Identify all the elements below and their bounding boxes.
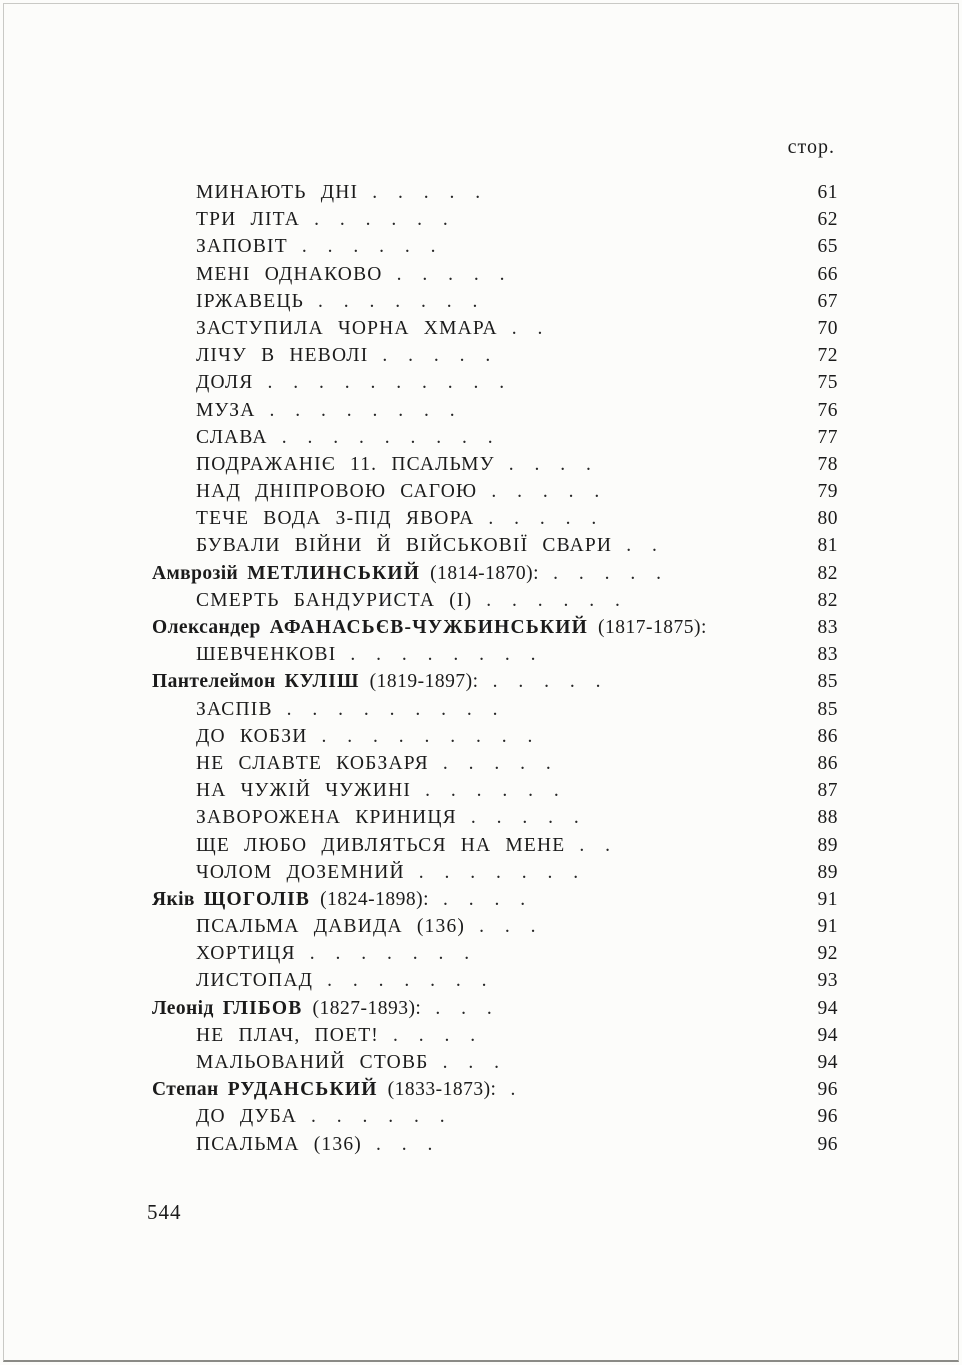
column-header-page-label: стор. — [787, 136, 835, 158]
toc-entry — [152, 454, 838, 481]
toc-list — [152, 182, 838, 1161]
entry-page-number: 94 — [817, 1052, 838, 1073]
author-surname: МЕТЛИНСЬКИЙ — [247, 562, 421, 584]
leader-dots: . . . . — [508, 453, 591, 475]
entry-title: ПОДРАЖАНІЄ 11. ПСАЛЬМУ — [196, 453, 495, 475]
leader-dots: . . — [579, 834, 611, 856]
leader-dots: . . . . . . — [486, 589, 620, 611]
entry-page-number: 86 — [817, 752, 838, 774]
entry-title: БУВАЛИ ВІЙНИ Й ВІЙСЬКОВІЇ СВАРИ — [196, 535, 613, 557]
leader-dots: . . . . . . . . — [269, 399, 455, 421]
entry-page-number: 91 — [817, 888, 838, 910]
author-years: (1819-1897): — [369, 671, 479, 693]
entry-page-number: 92 — [817, 943, 838, 965]
leader-dots: . . . — [435, 997, 492, 1019]
toc-entry — [152, 590, 838, 617]
toc-entry — [152, 318, 838, 345]
book-page-number: 544 — [147, 1200, 182, 1224]
author-surname: ГЛІБОВ — [222, 997, 303, 1019]
leader-dots: . . . . . . . . — [350, 644, 536, 666]
leader-dots: . . — [626, 535, 657, 557]
author-years: (1817-1875): — [597, 617, 707, 638]
entry-title: МУЗА — [196, 399, 256, 421]
toc-entry — [152, 753, 838, 780]
leader-dots: . . . . . . . — [318, 290, 478, 312]
leader-dots: . . . . . . — [425, 780, 559, 802]
toc-entry — [152, 916, 838, 943]
leader-dots: . . . . . — [488, 508, 597, 530]
leader-dots: . — [510, 1079, 516, 1101]
entry-title: НЕ ПЛАЧ, ПОЕТ! — [196, 1024, 380, 1046]
toc-entry — [152, 427, 838, 454]
author-surname: ЩОГОЛІВ — [203, 888, 311, 910]
toc-entry — [152, 970, 838, 997]
entry-page-number: 72 — [817, 345, 838, 367]
toc-entry — [152, 1052, 838, 1079]
entry-page-number: 76 — [817, 399, 838, 421]
toc-entry — [152, 780, 838, 807]
entry-title: ЗАСТУПИЛА ЧОРНА ХМАРА — [196, 317, 498, 339]
toc-entry — [152, 345, 838, 372]
leader-dots: . . . . . — [442, 752, 551, 774]
leader-dots: . . . . . . . . . — [286, 698, 498, 720]
entry-title: НЕ СЛАВТЕ КОБЗАРЯ — [196, 752, 429, 774]
author-first-name: Амврозій — [152, 562, 239, 584]
leader-dots: . . . . . . — [314, 209, 448, 231]
entry-title: ЗАВОРОЖЕНА КРИНИЦЯ — [196, 807, 457, 829]
entry-page-number: 94 — [817, 1024, 838, 1046]
entry-page-number: 89 — [817, 834, 838, 856]
entry-page-number: 62 — [817, 209, 838, 231]
entry-author — [152, 1079, 496, 1101]
entry-title: ДО ДУБА — [196, 1106, 298, 1128]
entry-page-number: 93 — [817, 970, 838, 992]
leader-dots: . . . — [375, 1133, 433, 1155]
toc-entry — [152, 535, 838, 562]
entry-title: ТЕЧЕ ВОДА З-ПІД ЯВОРА — [196, 508, 475, 530]
author-years: (1814-1870): — [430, 562, 540, 584]
entry-title: ХОРТИЦЯ — [196, 943, 296, 965]
toc-entry — [152, 671, 838, 698]
entry-title: ПСАЛЬМА (136) — [196, 1133, 362, 1155]
entry-page-number: 61 — [817, 182, 838, 203]
toc-entry — [152, 862, 838, 889]
toc-entry — [152, 1079, 838, 1106]
entry-page-number: 85 — [817, 671, 838, 693]
entry-author — [152, 998, 421, 1020]
leader-dots: . . . . . . — [311, 1106, 445, 1128]
entry-page-number: 83 — [817, 644, 838, 666]
entry-page-number: 78 — [817, 453, 838, 475]
entry-page-number: 77 — [817, 426, 838, 448]
entry-page-number: 70 — [817, 317, 838, 339]
entry-title: СМЕРТЬ БАНДУРИСТА (І) — [196, 589, 473, 611]
entry-title: ЛИСТОПАД — [196, 970, 314, 992]
entry-author — [152, 671, 479, 693]
toc-entry — [152, 1106, 838, 1133]
leader-dots: . . . . . — [492, 671, 601, 693]
entry-author — [152, 889, 429, 911]
entry-page-number: 88 — [817, 807, 838, 829]
toc-entry — [152, 1134, 838, 1161]
toc-entry — [152, 889, 838, 916]
toc-entry — [152, 209, 838, 236]
toc-entry — [152, 807, 838, 834]
entry-page-number: 67 — [817, 290, 838, 312]
author-surname: РУДАНСЬКИЙ — [227, 1079, 378, 1101]
entry-page-number: 91 — [817, 916, 838, 938]
leader-dots: . . . . . — [470, 807, 579, 829]
entry-page-number: 80 — [817, 508, 838, 530]
entry-title: ПСАЛЬМА ДАВИДА (136) — [196, 916, 466, 938]
toc-entry — [152, 508, 838, 535]
toc-entry — [152, 998, 838, 1025]
leader-dots: . . . . . . . . . — [281, 426, 493, 448]
leader-dots: . . . . . . . . . . — [267, 372, 505, 394]
entry-page-number: 82 — [817, 562, 838, 584]
toc-entry — [152, 264, 838, 291]
entry-title: ЧОЛОМ ДОЗЕМНИЙ — [196, 861, 405, 883]
entry-page-number: 96 — [817, 1106, 838, 1128]
entry-page-number: 75 — [817, 372, 838, 394]
entry-title: МАЛЬОВАНИЙ СТОВБ — [196, 1052, 429, 1073]
author-first-name: Олександер — [152, 617, 261, 638]
toc-entry — [152, 182, 838, 209]
author-surname: АФАНАСЬЄВ-ЧУЖБИНСЬКИЙ — [269, 617, 588, 638]
entry-page-number: 65 — [817, 236, 838, 258]
entry-title: МИНАЮТЬ ДНІ — [196, 182, 359, 203]
toc-entry — [152, 400, 838, 427]
entry-author — [152, 563, 539, 585]
author-years: (1833-1873): — [387, 1079, 497, 1101]
entry-title: ІРЖАВЕЦЬ — [196, 290, 305, 312]
leader-dots: . . . . . . — [301, 236, 436, 258]
author-surname: КУЛІШ — [284, 671, 360, 693]
entry-page-number: 85 — [817, 698, 838, 720]
entry-author — [152, 617, 707, 639]
entry-page-number: 96 — [817, 1079, 838, 1101]
author-first-name: Пантелеймон — [152, 671, 276, 693]
leader-dots: . . . . — [393, 1024, 476, 1046]
leader-dots: . . — [511, 317, 543, 339]
entry-page-number: 94 — [817, 997, 838, 1019]
toc-entry — [152, 835, 838, 862]
author-first-name: Яків — [152, 888, 195, 910]
toc-entry — [152, 644, 838, 671]
entry-title: ШЕВЧЕНКОВІ — [196, 644, 337, 666]
entry-title: НАД ДНІПРОВОЮ САГОЮ — [196, 481, 478, 503]
entry-page-number: 89 — [817, 861, 838, 883]
leader-dots: . . . . . . . . . — [321, 725, 533, 747]
leader-dots: . . . . . — [553, 562, 661, 584]
author-first-name: Леонід — [152, 997, 214, 1019]
entry-page-number: 87 — [817, 780, 838, 802]
entry-page-number: 96 — [817, 1133, 838, 1155]
entry-title: ЛІЧУ В НЕВОЛІ — [196, 345, 369, 367]
entry-title: СЛАВА — [196, 426, 268, 448]
toc-entry — [152, 481, 838, 508]
toc-entry — [152, 617, 838, 644]
leader-dots: . . . . . — [491, 481, 600, 503]
leader-dots: . . . . . . . — [418, 861, 579, 883]
entry-title: ЩЕ ЛЮБО ДИВЛЯТЬСЯ НА МЕНЕ — [196, 834, 566, 856]
leader-dots: . . . — [479, 916, 536, 938]
toc-entry — [152, 291, 838, 318]
entry-page-number: 83 — [817, 617, 838, 638]
leader-dots: . . . . — [443, 888, 526, 910]
entry-page-number: 66 — [817, 263, 838, 285]
entry-title: НА ЧУЖІЙ ЧУЖИНІ — [196, 780, 412, 802]
entry-title: ЗАПОВІТ — [196, 236, 288, 258]
author-first-name: Степан — [152, 1079, 219, 1101]
leader-dots: . . . . . . . — [327, 970, 487, 992]
entry-title: ДО КОБЗИ — [196, 725, 308, 747]
entry-page-number: 81 — [817, 535, 838, 557]
leader-dots: . . . — [442, 1052, 499, 1073]
entry-title: ЗАСПІВ — [196, 698, 273, 720]
entry-page-number: 82 — [817, 589, 838, 611]
leader-dots: . . . . . — [396, 263, 505, 285]
author-years: (1824-1898): — [320, 888, 430, 910]
toc-entry — [152, 372, 838, 399]
leader-dots: . . . . . — [382, 345, 491, 367]
entry-title: МЕНІ ОДНАКОВО — [196, 263, 383, 285]
toc-entry — [152, 236, 838, 263]
entry-title: ТРИ ЛІТА — [196, 209, 301, 231]
leader-dots: . . . . . — [372, 182, 481, 203]
entry-page-number: 86 — [817, 725, 838, 747]
author-years: (1827-1893): — [312, 997, 422, 1019]
toc-entry — [152, 726, 838, 753]
leader-dots: . . . . . . . — [309, 943, 470, 965]
toc-entry — [152, 943, 838, 970]
toc-entry — [152, 699, 838, 726]
entry-title: ДОЛЯ — [196, 372, 254, 394]
entry-page-number: 79 — [817, 481, 838, 503]
toc-entry — [152, 1025, 838, 1052]
toc-entry — [152, 563, 838, 590]
